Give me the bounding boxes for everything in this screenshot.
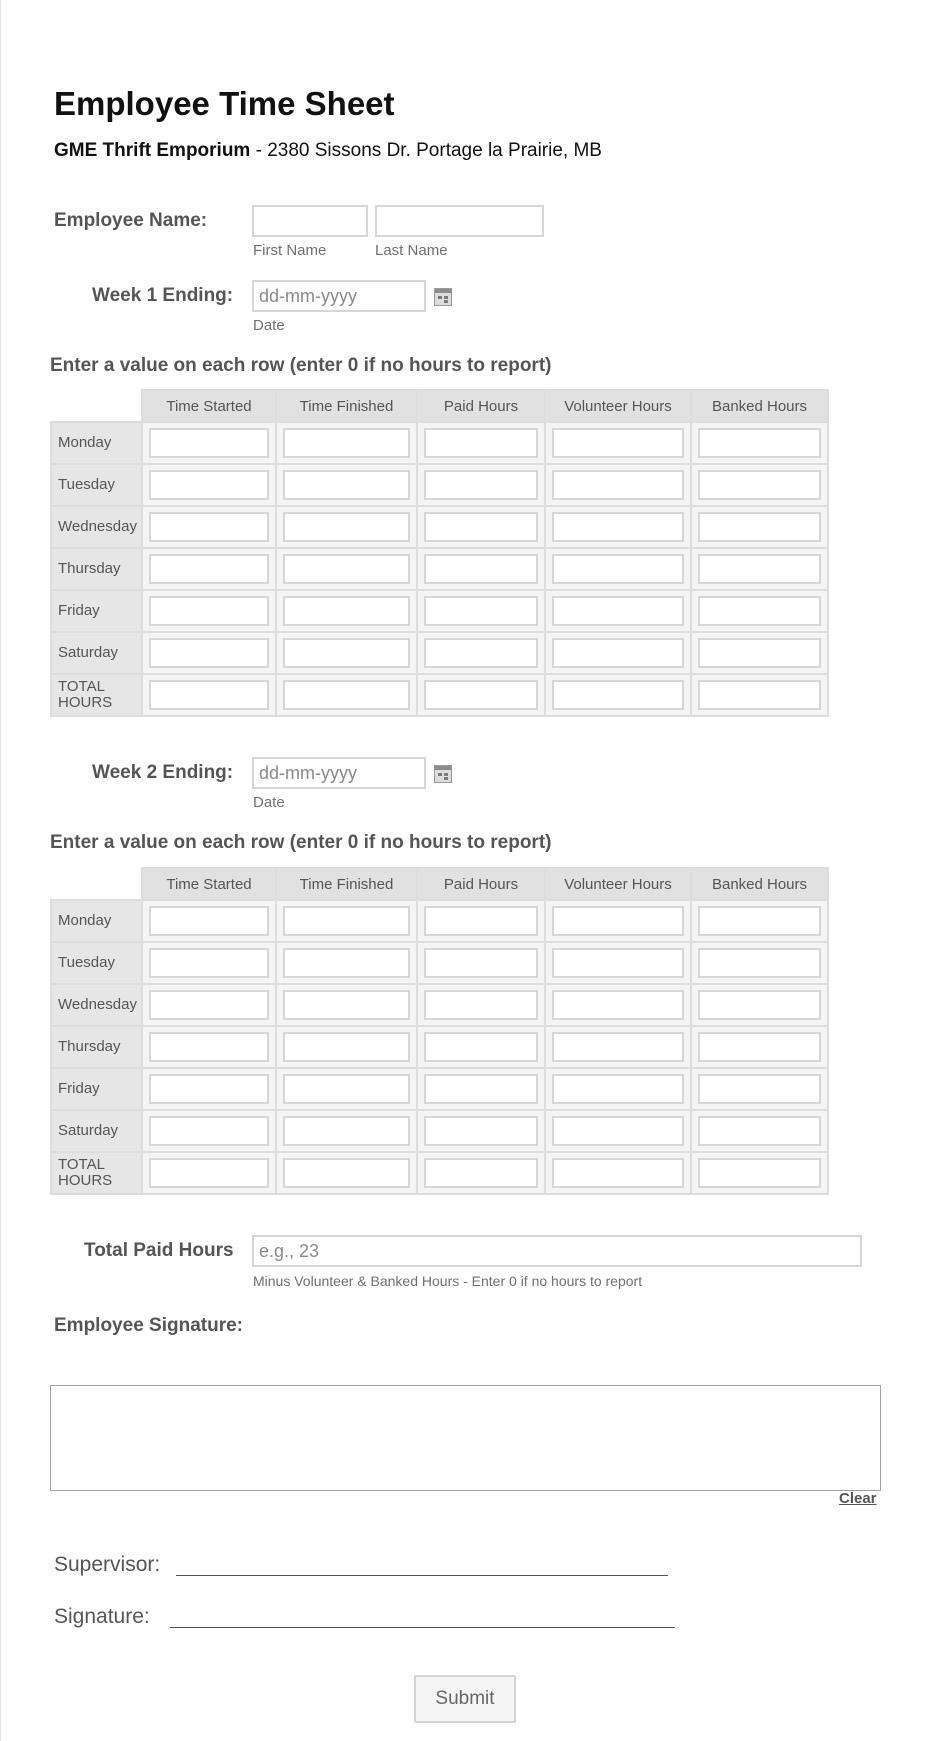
table-cell xyxy=(545,674,691,716)
signature-label: Signature: xyxy=(54,1605,150,1628)
week2-hours-input[interactable] xyxy=(283,906,410,936)
row-header: Saturday xyxy=(51,1110,142,1152)
week2-date-input[interactable] xyxy=(252,757,426,789)
week1-hours-input[interactable] xyxy=(698,470,821,500)
column-header: Time Finished xyxy=(276,390,417,422)
table-row xyxy=(51,1026,828,1068)
table-cell xyxy=(276,900,417,942)
week1-hours-input[interactable] xyxy=(149,596,269,626)
week1-hours-input[interactable] xyxy=(424,554,538,584)
week1-hours-input[interactable] xyxy=(149,428,269,458)
table-cell xyxy=(417,674,545,716)
table-cell xyxy=(545,464,691,506)
table-cell xyxy=(142,506,276,548)
week1-hours-input[interactable] xyxy=(424,680,538,710)
supervisor-label: Supervisor: xyxy=(54,1553,161,1576)
table-corner xyxy=(51,868,142,900)
week2-hours-input[interactable] xyxy=(552,906,684,936)
table-cell xyxy=(142,1068,276,1110)
week1-hours-input[interactable] xyxy=(552,512,684,542)
table-cell xyxy=(142,590,276,632)
week1-hours-input[interactable] xyxy=(283,680,410,710)
table-row xyxy=(51,632,828,674)
table-cell xyxy=(142,1026,276,1068)
column-header: Paid Hours xyxy=(417,390,545,422)
week2-hours-input[interactable] xyxy=(283,948,410,978)
total-paid-hours-input[interactable] xyxy=(252,1235,862,1267)
week2-hours-input[interactable] xyxy=(424,1032,538,1062)
table-cell xyxy=(691,506,828,548)
table-cell xyxy=(276,1110,417,1152)
table-cell xyxy=(142,1110,276,1152)
table-cell xyxy=(545,1068,691,1110)
week2-hours-input[interactable] xyxy=(698,906,821,936)
week2-hours-input[interactable] xyxy=(424,1074,538,1104)
table-cell xyxy=(545,506,691,548)
table-row xyxy=(51,984,828,1026)
table-cell xyxy=(417,632,545,674)
week2-hours-input[interactable] xyxy=(552,948,684,978)
table-cell xyxy=(417,548,545,590)
week2-hours-input[interactable] xyxy=(698,948,821,978)
first-name-sublabel: First Name xyxy=(253,242,327,259)
week2-hours-input[interactable] xyxy=(149,1116,269,1146)
week1-hours-input[interactable] xyxy=(283,512,410,542)
week2-hours-input[interactable] xyxy=(552,1074,684,1104)
table-cell xyxy=(545,632,691,674)
table-cell xyxy=(276,506,417,548)
row-header: Friday xyxy=(51,590,142,632)
week2-hours-input[interactable] xyxy=(283,990,410,1020)
last-name-input[interactable] xyxy=(375,205,544,237)
table-cell xyxy=(142,984,276,1026)
table-cell xyxy=(142,464,276,506)
table-cell xyxy=(276,590,417,632)
row-header: Monday xyxy=(51,422,142,464)
week1-hours-input[interactable] xyxy=(698,680,821,710)
column-header: Banked Hours xyxy=(691,390,828,422)
week1-hours-input[interactable] xyxy=(424,470,538,500)
table-cell xyxy=(417,900,545,942)
week2-instruction: Enter a value on each row (enter 0 if no hours to report) xyxy=(50,832,552,853)
week2-hours-input[interactable] xyxy=(424,1158,538,1188)
week1-hours-input[interactable] xyxy=(698,596,821,626)
week1-hours-input[interactable] xyxy=(698,512,821,542)
last-name-sublabel: Last Name xyxy=(375,242,448,259)
first-name-input[interactable] xyxy=(252,205,368,237)
table-cell xyxy=(545,1152,691,1194)
row-header: Friday xyxy=(51,1068,142,1110)
week2-hours-input[interactable] xyxy=(149,1032,269,1062)
week2-hours-input[interactable] xyxy=(149,1158,269,1188)
week2-hours-input[interactable] xyxy=(552,1158,684,1188)
week2-hours-input[interactable] xyxy=(698,990,821,1020)
row-header: Saturday xyxy=(51,632,142,674)
business-name: GME Thrift Emporium xyxy=(54,140,251,161)
row-header: Thursday xyxy=(51,1026,142,1068)
table-row xyxy=(51,464,828,506)
table-cell xyxy=(691,590,828,632)
table-row xyxy=(51,1110,828,1152)
week2-hours-input[interactable] xyxy=(424,1116,538,1146)
week2-hours-input[interactable] xyxy=(698,1032,821,1062)
column-header: Volunteer Hours xyxy=(545,390,691,422)
table-cell xyxy=(691,1068,828,1110)
table-cell xyxy=(142,1152,276,1194)
week2-date-sublabel: Date xyxy=(253,794,285,811)
row-header: Wednesday xyxy=(51,984,142,1026)
week2-ending-label: Week 2 Ending: xyxy=(92,762,234,783)
table-corner xyxy=(51,390,142,422)
table-cell xyxy=(417,942,545,984)
week1-hours-input[interactable] xyxy=(698,638,821,668)
table-cell xyxy=(417,590,545,632)
week1-hours-input[interactable] xyxy=(698,554,821,584)
table-cell xyxy=(691,548,828,590)
table-cell xyxy=(691,674,828,716)
table-cell xyxy=(691,464,828,506)
calendar-icon[interactable] xyxy=(434,765,452,783)
row-header: TOTAL HOURS xyxy=(51,674,142,716)
week1-hours-input[interactable] xyxy=(552,470,684,500)
table-row xyxy=(51,548,828,590)
table-cell xyxy=(142,548,276,590)
week2-hours-input[interactable] xyxy=(283,1032,410,1062)
week1-hours-input[interactable] xyxy=(424,512,538,542)
employee-name-label: Employee Name: xyxy=(54,210,208,231)
row-header: Monday xyxy=(51,900,142,942)
week2-hours-input[interactable] xyxy=(552,990,684,1020)
table-cell xyxy=(276,674,417,716)
week1-hours-input[interactable] xyxy=(283,428,410,458)
table-cell xyxy=(691,900,828,942)
table-cell xyxy=(545,590,691,632)
total-paid-hours-sublabel: Minus Volunteer & Banked Hours - Enter 0 if no hours to report xyxy=(253,1273,643,1289)
total-paid-hours-label: Total Paid Hours xyxy=(84,1240,234,1261)
column-header: Banked Hours xyxy=(691,868,828,900)
table-cell xyxy=(142,942,276,984)
week1-hours-input[interactable] xyxy=(283,596,410,626)
submit-button[interactable]: Submit xyxy=(414,1675,516,1723)
table-cell xyxy=(691,422,828,464)
table-row xyxy=(51,1068,828,1110)
table-cell xyxy=(142,632,276,674)
business-info xyxy=(54,139,602,163)
week1-hours-input[interactable] xyxy=(283,554,410,584)
table-cell xyxy=(545,942,691,984)
table-cell xyxy=(545,1026,691,1068)
table-cell xyxy=(276,632,417,674)
table-cell xyxy=(691,1152,828,1194)
table-cell xyxy=(417,984,545,1026)
week1-hours-input[interactable] xyxy=(552,596,684,626)
week2-hours-input[interactable] xyxy=(149,990,269,1020)
table-cell xyxy=(691,1110,828,1152)
week1-ending-label: Week 1 Ending: xyxy=(92,285,234,306)
week1-hours-input[interactable] xyxy=(552,428,684,458)
week1-hours-input[interactable] xyxy=(698,428,821,458)
week2-hours-table xyxy=(50,867,829,1195)
table-cell xyxy=(276,464,417,506)
supervisor-line xyxy=(176,1575,668,1576)
week2-hours-input[interactable] xyxy=(552,1116,684,1146)
week2-hours-input[interactable] xyxy=(424,990,538,1020)
week2-hours-input[interactable] xyxy=(552,1032,684,1062)
calendar-icon[interactable] xyxy=(434,288,452,306)
table-row xyxy=(51,674,828,716)
week2-hours-input[interactable] xyxy=(149,1074,269,1104)
week1-hours-table xyxy=(50,389,829,717)
week1-date-input[interactable] xyxy=(252,280,426,312)
table-cell xyxy=(417,1068,545,1110)
column-header: Time Started xyxy=(142,390,276,422)
table-cell xyxy=(417,506,545,548)
week1-hours-input[interactable] xyxy=(283,470,410,500)
week2-hours-input[interactable] xyxy=(149,948,269,978)
table-cell xyxy=(142,900,276,942)
page-title: Employee Time Sheet xyxy=(54,85,395,122)
table-cell xyxy=(545,422,691,464)
table-cell xyxy=(276,548,417,590)
week2-hours-input[interactable] xyxy=(698,1158,821,1188)
table-cell xyxy=(276,1068,417,1110)
week1-hours-input[interactable] xyxy=(552,554,684,584)
table-cell xyxy=(276,1026,417,1068)
column-header: Time Finished xyxy=(276,868,417,900)
week2-hours-input[interactable] xyxy=(424,948,538,978)
table-row xyxy=(51,900,828,942)
week1-hours-input[interactable] xyxy=(424,596,538,626)
clear-signature-link[interactable]: Clear xyxy=(839,1490,877,1507)
signature-pad[interactable] xyxy=(50,1385,881,1491)
week2-hours-input[interactable] xyxy=(283,1074,410,1104)
column-header: Volunteer Hours xyxy=(545,868,691,900)
week1-hours-input[interactable] xyxy=(552,680,684,710)
table-cell xyxy=(142,674,276,716)
column-header: Time Started xyxy=(142,868,276,900)
row-header: Tuesday xyxy=(51,464,142,506)
table-row xyxy=(51,422,828,464)
table-row xyxy=(51,506,828,548)
week2-hours-input[interactable] xyxy=(149,906,269,936)
table-cell xyxy=(691,632,828,674)
table-cell xyxy=(142,422,276,464)
week1-hours-input[interactable] xyxy=(424,428,538,458)
table-cell xyxy=(691,942,828,984)
week1-hours-input[interactable] xyxy=(424,638,538,668)
week1-hours-input[interactable] xyxy=(149,512,269,542)
table-cell xyxy=(545,548,691,590)
table-cell xyxy=(545,900,691,942)
week2-hours-input[interactable] xyxy=(424,906,538,936)
week1-hours-input[interactable] xyxy=(283,638,410,668)
table-cell xyxy=(545,1110,691,1152)
week1-hours-input[interactable] xyxy=(149,638,269,668)
table-cell xyxy=(691,984,828,1026)
week1-instruction: Enter a value on each row (enter 0 if no hours to report) xyxy=(50,355,552,376)
week2-hours-input[interactable] xyxy=(698,1116,821,1146)
table-cell xyxy=(276,942,417,984)
week2-hours-input[interactable] xyxy=(283,1116,410,1146)
week2-hours-input[interactable] xyxy=(698,1074,821,1104)
table-cell xyxy=(545,984,691,1026)
table-cell xyxy=(417,1152,545,1194)
employee-signature-label: Employee Signature: xyxy=(54,1315,243,1336)
row-header: Wednesday xyxy=(51,506,142,548)
table-cell xyxy=(276,984,417,1026)
table-cell xyxy=(417,464,545,506)
column-header: Paid Hours xyxy=(417,868,545,900)
row-header: Tuesday xyxy=(51,942,142,984)
week1-hours-input[interactable] xyxy=(149,470,269,500)
table-cell xyxy=(276,422,417,464)
table-cell xyxy=(276,1152,417,1194)
row-header: TOTAL HOURS xyxy=(51,1152,142,1194)
table-row xyxy=(51,1152,828,1194)
week1-date-sublabel: Date xyxy=(253,317,285,334)
row-header: Thursday xyxy=(51,548,142,590)
week1-hours-input[interactable] xyxy=(149,680,269,710)
week2-hours-input[interactable] xyxy=(283,1158,410,1188)
table-row xyxy=(51,590,828,632)
table-cell xyxy=(417,1110,545,1152)
week1-hours-input[interactable] xyxy=(149,554,269,584)
table-cell xyxy=(691,1026,828,1068)
business-address: - 2380 Sissons Dr. Portage la Prairie, MB xyxy=(250,140,602,161)
week1-hours-input[interactable] xyxy=(552,638,684,668)
table-row xyxy=(51,942,828,984)
table-cell xyxy=(417,422,545,464)
supervisor-signature-line xyxy=(170,1627,675,1628)
table-cell xyxy=(417,1026,545,1068)
